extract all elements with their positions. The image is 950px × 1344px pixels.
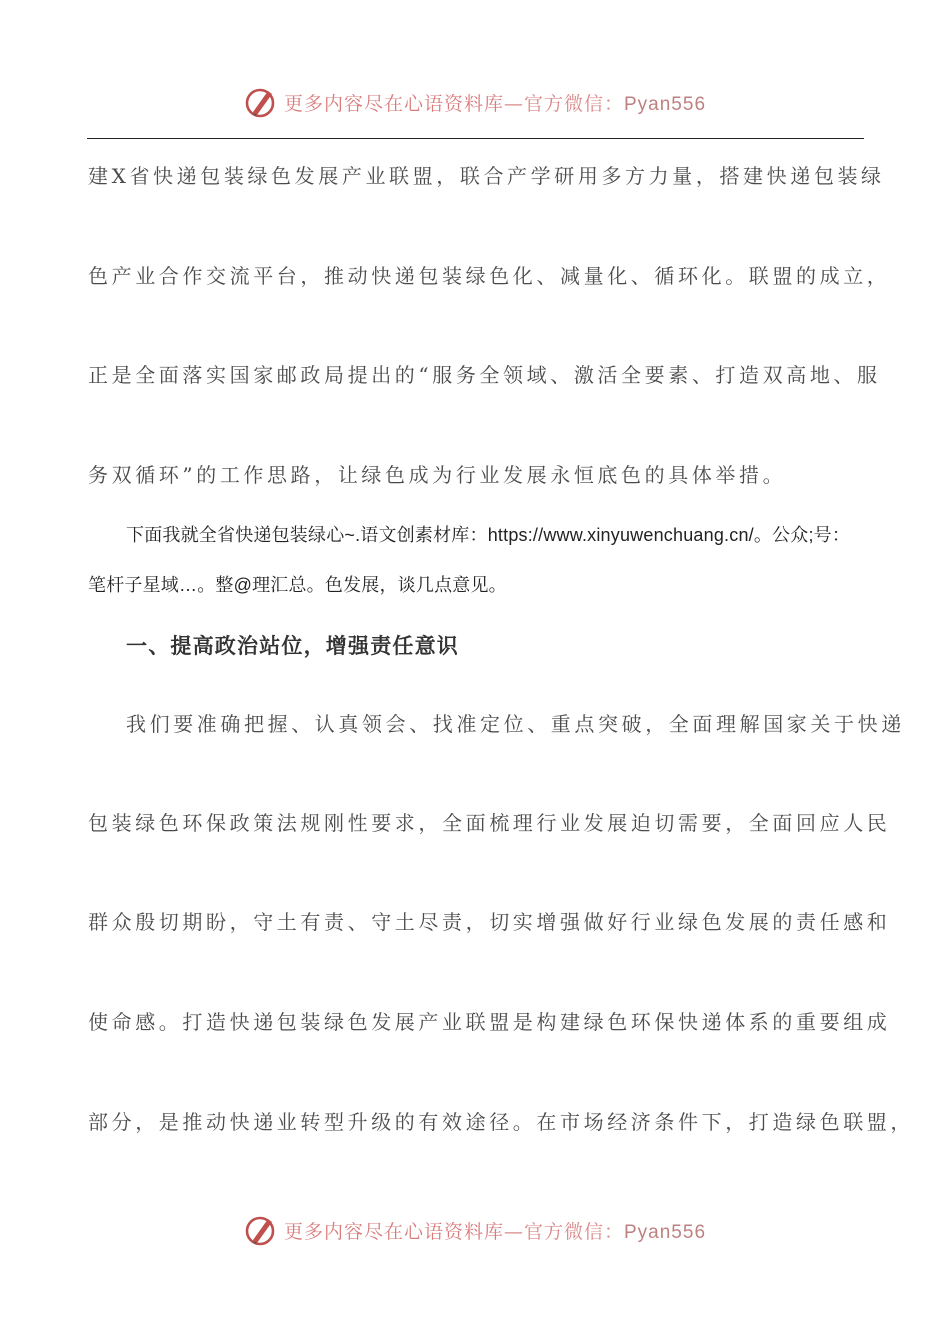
text-line: 部分，是推动快递业转型升级的有效途径。在市场经济条件下，打造绿色联盟， <box>88 1110 914 1134</box>
text-line: 使命感。打造快递包装绿色发展产业联盟是构建绿色环保快递体系的重要组成 <box>88 1010 891 1034</box>
text-line: 建X省快递包装绿色发展产业联盟，联合产学研用多方力量，搭建快递包装绿 <box>88 164 885 188</box>
header-divider <box>87 138 864 139</box>
text-line: 正是全面落实国家邮政局提出的“服务全领域、激活全要素、打造双高地、服 <box>88 363 881 387</box>
pen-logo-icon <box>244 85 278 119</box>
section-heading: 一、提高政治站位，增强责任意识 <box>126 634 459 658</box>
watermark-line: 笔杆子星域…。整@理汇总。色发展，谈几点意见。 <box>88 575 507 595</box>
header-text: 更多内容尽在心语资料库—官方微信：Pyan556 <box>283 92 707 115</box>
footer-banner <box>0 1210 950 1250</box>
text-line: 包装绿色环保政策法规刚性要求，全面梳理行业发展迫切需要，全面回应人民 <box>88 811 891 835</box>
text-line: 色产业合作交流平台，推动快递包装绿色化、减量化、循环化。联盟的成立， <box>88 264 891 288</box>
watermark-line: 下面我就全省快递包装绿心~.语文创素材库：https://www.xinyuwenchuang.cn/。公众;号： <box>126 525 851 545</box>
text-line: 群众殷切期盼，守土有责、守土尽责，切实增强做好行业绿色发展的责任感和 <box>88 910 891 934</box>
text-line: 务双循环”的工作思路，让绿色成为行业发展永恒底色的具体举措。 <box>88 463 787 487</box>
footer-text: 更多内容尽在心语资料库—官方微信：Pyan556 <box>283 1220 707 1243</box>
text-line: 我们要准确把握、认真领会、找准定位、重点突破，全面理解国家关于快递 <box>126 712 905 736</box>
header-banner <box>0 82 950 122</box>
pen-logo-icon <box>244 1213 278 1247</box>
